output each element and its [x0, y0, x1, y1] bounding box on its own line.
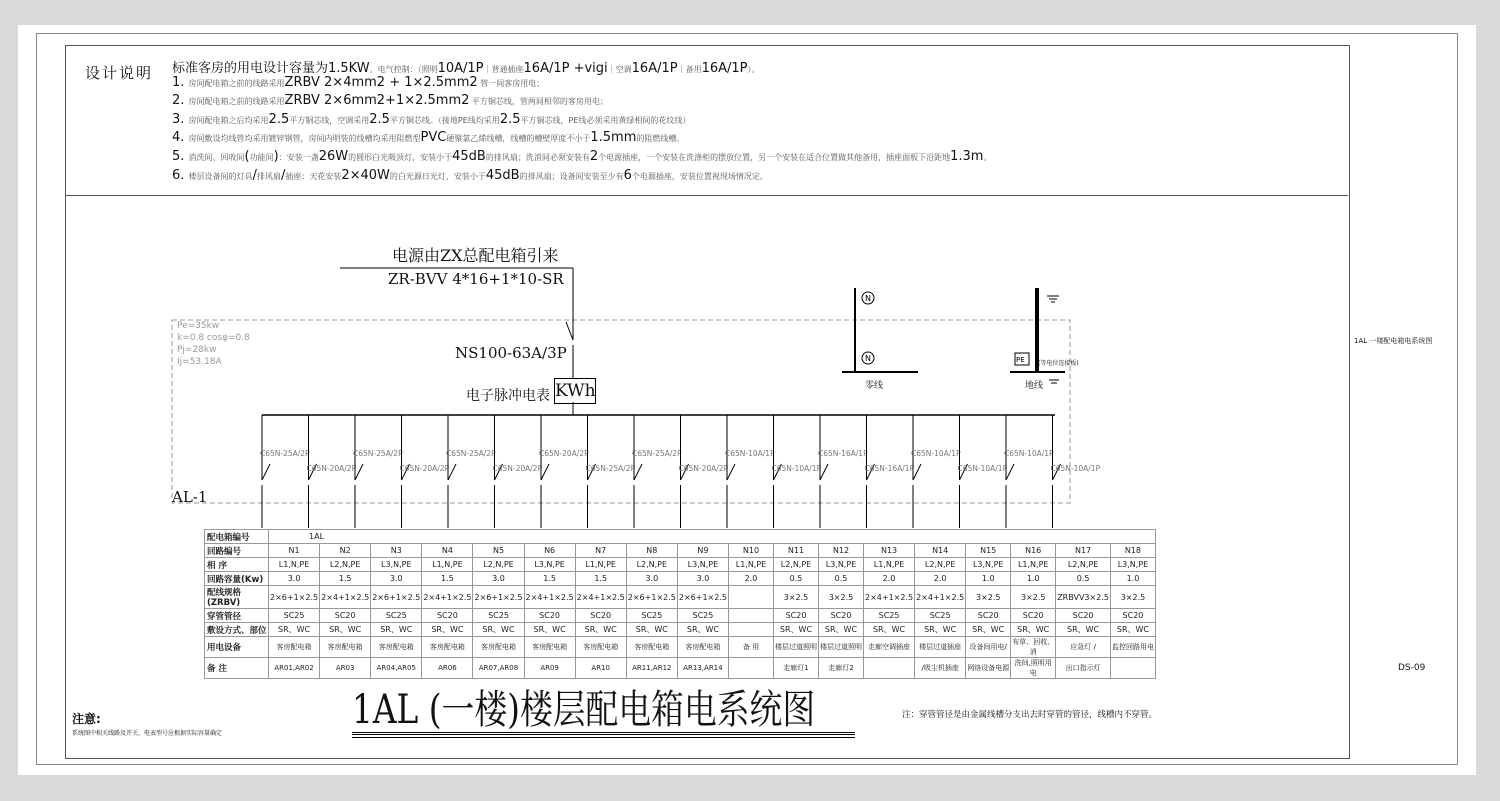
pipe-note: 注：穿管管径是由金属线槽分支出去时穿管的管径，线槽内不穿管。: [902, 710, 1158, 720]
schedule-cell: SR、WC: [626, 623, 677, 637]
note-text: ）。: [747, 65, 760, 74]
schedule-cell: 客房配电箱: [422, 637, 473, 658]
note-text: 的排风扇；洗消间必须安装有: [485, 153, 590, 162]
breaker-label: C65N-20A/2P: [306, 464, 357, 473]
schedule-cell: 2×4+1×2.5: [575, 586, 626, 609]
schedule-cell: SR、WC: [320, 623, 371, 637]
schedule-cell: AR07,AR08: [473, 658, 524, 679]
drawing-title: 1AL (一楼)楼层配电箱电系统图: [352, 687, 816, 733]
schedule-cell: SR、WC: [371, 623, 422, 637]
note-number: 1.: [172, 75, 189, 90]
schedule-cell: 1.0: [966, 572, 1011, 586]
meter-label: 电子脉冲电表: [466, 388, 550, 404]
schedule-cell: N13: [863, 544, 914, 558]
schedule-cell: SR、WC: [575, 623, 626, 637]
breaker-label: C65N-25A/2P: [353, 449, 403, 458]
schedule-cell: L3,N,PE: [371, 558, 422, 572]
note-text: ：安装一盏: [278, 153, 319, 162]
schedule-cell: [728, 586, 773, 609]
schedule-row-header: 配线规格(ZRBV): [205, 586, 269, 609]
note-text: PVC: [420, 130, 447, 145]
branch-breaker-contact: [541, 464, 549, 480]
schedule-cell: 0.5: [773, 572, 818, 586]
schedule-panel-id: 1AL: [269, 530, 1156, 544]
design-notes-heading: 设计说明: [85, 64, 154, 82]
note-text: ｜空调: [607, 65, 632, 74]
pe-symbol-letter: PE: [1016, 356, 1025, 364]
breaker-label: C65N-10A/1P: [911, 449, 961, 458]
title-underline: [352, 732, 855, 738]
note-text: 硬聚氯乙烯线槽，线槽的槽壁厚度不小于: [446, 134, 591, 143]
breaker-label: C65N-25A/2P: [632, 449, 682, 458]
note-text: /: [280, 168, 286, 183]
schedule-cell: 客房配电箱: [320, 637, 371, 658]
schedule-cell: 2.0: [728, 572, 773, 586]
schedule-cell: AR06: [422, 658, 473, 679]
note-text: 2.5: [268, 112, 290, 127]
schedule-cell: 备 用: [728, 637, 773, 658]
schedule-cell: AR04,AR05: [371, 658, 422, 679]
schedule-cell: 3×2.5: [773, 586, 818, 609]
main-breaker-contact: [566, 322, 573, 340]
schedule-cell: SC20: [1056, 609, 1111, 623]
schedule-cell: 走廊空调插座: [863, 637, 914, 658]
schedule-cell: L3,N,PE: [966, 558, 1011, 572]
schedule-cell: 2×6+1×2.5: [269, 586, 320, 609]
schedule-row-header: 配电箱编号: [205, 530, 269, 544]
schedule-cell: SR、WC: [966, 623, 1011, 637]
schedule-cell: 1.5: [575, 572, 626, 586]
note-text: 26W: [318, 149, 349, 164]
schedule-cell: N2: [320, 544, 371, 558]
schedule-cell: N10: [728, 544, 773, 558]
schedule-cell: 2×4+1×2.5: [915, 586, 966, 609]
schedule-cell: 3×2.5: [966, 586, 1011, 609]
note-text: 房间配电箱之前的线路采用: [188, 97, 285, 106]
breaker-label: C65N-25A/2P: [585, 464, 636, 473]
schedule-cell: [863, 658, 914, 679]
schedule-row-header: 相 序: [205, 558, 269, 572]
schedule-cell: 客房配电箱: [524, 637, 575, 658]
breaker-label: C65N-10A/1P: [1004, 449, 1054, 458]
schedule-cell: SR、WC: [773, 623, 818, 637]
note-number: 2.: [172, 93, 189, 108]
branch-breaker-contact: [1006, 464, 1014, 480]
schedule-cell: L1,N,PE: [422, 558, 473, 572]
breaker-label: C65N-16A/1P: [864, 464, 915, 473]
note-text: 1.5mm: [590, 130, 637, 145]
note-text: ｜备用: [677, 65, 702, 74]
schedule-row: [205, 637, 1156, 658]
schedule-row-header: 回路编号: [205, 544, 269, 558]
branch-breaker-contact: [820, 464, 828, 480]
breaker-label: C65N-10A/1P: [1050, 464, 1101, 473]
schedule-cell: 监控回路用电: [1110, 637, 1155, 658]
note-text: 。电气控制：（照明: [369, 65, 438, 74]
schedule-cell: N11: [773, 544, 818, 558]
schedule-cell: L3,N,PE: [524, 558, 575, 572]
schedule-cell: L3,N,PE: [677, 558, 728, 572]
circuit-schedule-table: [204, 529, 1156, 679]
schedule-row-header: 用电设备: [205, 637, 269, 658]
schedule-cell: 2×4+1×2.5: [320, 586, 371, 609]
schedule-cell: N1: [269, 544, 320, 558]
note-text: 2: [589, 149, 599, 164]
note-text: 45dB: [452, 149, 486, 164]
schedule-cell: N6: [524, 544, 575, 558]
note-number: 4.: [172, 130, 189, 145]
schedule-cell: 0.5: [1056, 572, 1111, 586]
schedule-row: [205, 658, 1156, 679]
note-text: 房间配电箱之前的线路采用: [188, 79, 285, 88]
schedule-cell: N14: [915, 544, 966, 558]
schedule-cell: SC20: [773, 609, 818, 623]
schedule-cell: N17: [1056, 544, 1111, 558]
schedule-cell: N8: [626, 544, 677, 558]
schedule-cell: SC20: [966, 609, 1011, 623]
schedule-cell: SR、WC: [863, 623, 914, 637]
schedule-cell: L2,N,PE: [320, 558, 371, 572]
schedule-row: [205, 530, 1156, 544]
attention-text: 系统图中相关线路及开关、电表型号应根据实际容量确定: [72, 730, 223, 737]
schedule-cell: 客房配电箱: [269, 637, 320, 658]
branch-breaker-contact: [634, 464, 642, 480]
note-text: ｜普通插座: [483, 65, 524, 74]
schedule-cell: 1.5: [524, 572, 575, 586]
schedule-cell: 2×4+1×2.5: [422, 586, 473, 609]
schedule-cell: SC20: [320, 609, 371, 623]
schedule-cell: L2,N,PE: [915, 558, 966, 572]
breaker-label: C65N-25A/2P: [260, 449, 310, 458]
schedule-cell: N12: [818, 544, 863, 558]
schedule-cell: [728, 623, 773, 637]
schedule-cell: 3×2.5: [1110, 586, 1155, 609]
panel-label: AL-1: [172, 488, 208, 506]
branch-breaker-contact: [262, 464, 270, 480]
schedule-cell: 2×4+1×2.5: [524, 586, 575, 609]
schedule-cell: N16: [1011, 544, 1056, 558]
breaker-label: C65N-10A/1P: [771, 464, 822, 473]
schedule-cell: 2×6+1×2.5: [371, 586, 422, 609]
schedule-cell: SC20: [422, 609, 473, 623]
note-text: 的排风扇；设备间安装至少有: [519, 172, 624, 181]
schedule-cell: SR、WC: [524, 623, 575, 637]
schedule-cell: N5: [473, 544, 524, 558]
schedule-row: [205, 623, 1156, 637]
schedule-cell: [1110, 658, 1155, 679]
neutral-symbol-letter: N: [865, 354, 871, 363]
note-text: 管一间客房用电；: [477, 79, 545, 88]
note-number: 6.: [172, 168, 189, 183]
breaker-label: C65N-25A/2P: [446, 449, 496, 458]
schedule-row: [205, 544, 1156, 558]
schedule-cell: AR11,AR12: [626, 658, 677, 679]
note-text: 平方铜芯线，管两间相邻的客房用电；: [469, 97, 608, 106]
panel-boundary: [172, 320, 1070, 503]
schedule-cell: L1,N,PE: [1011, 558, 1056, 572]
schedule-cell: SR、WC: [269, 623, 320, 637]
breaker-label: C65N-20A/2P: [399, 464, 450, 473]
load-calculation: Pe=35kw k=0.8 cosφ=0.8 Pj=28kw Ij=53.18A: [177, 321, 250, 367]
schedule-cell: SR、WC: [1110, 623, 1155, 637]
note-text: 10A/1P: [437, 61, 484, 76]
schedule-cell: SC20: [1110, 609, 1155, 623]
schedule-cell: 1.0: [1110, 572, 1155, 586]
schedule-cell: 2.0: [915, 572, 966, 586]
schedule-cell: 客房配电箱: [371, 637, 422, 658]
branch-breaker-contact: [355, 464, 363, 480]
earth-label: 地线: [1025, 381, 1044, 391]
note-text: 16A/1P: [701, 61, 748, 76]
schedule-cell: L1,N,PE: [863, 558, 914, 572]
schedule-cell: 1.5: [320, 572, 371, 586]
note-text: 1.3m: [950, 149, 984, 164]
note-text: 2.5: [369, 112, 390, 127]
note-text: 6: [623, 168, 632, 183]
note-text: 16A/1P: [631, 61, 678, 76]
main-breaker-label: NS100-63A/3P: [455, 344, 567, 362]
schedule-cell: 洗间,照明用电: [1011, 658, 1056, 679]
side-label: 1AL 一楼配电箱电系统图: [1354, 337, 1433, 345]
schedule-cell: N15: [966, 544, 1011, 558]
note-text: 16A/1P +vigi: [523, 61, 608, 76]
schedule-row-header: 穿管管径: [205, 609, 269, 623]
note-text: 功能间: [249, 153, 274, 162]
schedule-cell: 2×6+1×2.5: [677, 586, 728, 609]
schedule-row-header: 回路容量(Kw): [205, 572, 269, 586]
note-text: 标准客房的用电设计容量为1.5KW: [172, 61, 370, 76]
schedule-cell: 走廊灯1: [773, 658, 818, 679]
schedule-cell: L2,N,PE: [773, 558, 818, 572]
schedule-cell: AR13,AR14: [677, 658, 728, 679]
schedule-cell: 1.0: [1011, 572, 1056, 586]
schedule-row: [205, 558, 1156, 572]
schedule-cell: L3,N,PE: [1110, 558, 1155, 572]
note-text: /: [252, 168, 257, 183]
schedule-cell: 0.5: [818, 572, 863, 586]
note-number: 5.: [172, 149, 189, 164]
schedule-cell: L2,N,PE: [473, 558, 524, 572]
schedule-cell: 3×2.5: [818, 586, 863, 609]
schedule-cell: 客房配电箱: [626, 637, 677, 658]
branch-breaker-contact: [448, 464, 456, 480]
schedule-cell: L2,N,PE: [626, 558, 677, 572]
schedule-cell: 2×6+1×2.5: [626, 586, 677, 609]
note-text: 房间敷设均线管均采用镀锌钢管，房间内明装的线槽均采用阻燃型: [188, 134, 421, 143]
earth-note: (等电位连接板): [1038, 360, 1079, 367]
note-text: 平方铜芯线，空调采用: [289, 116, 370, 125]
note-text: 房间配电箱之后均采用: [188, 116, 269, 125]
note-text: 的白光源日光灯，安装小于: [389, 172, 486, 181]
schedule-cell: 3.0: [269, 572, 320, 586]
schedule-cell: SC20: [1011, 609, 1056, 623]
schedule-cell: 3.0: [473, 572, 524, 586]
schedule-row-header: 备 注: [205, 658, 269, 679]
schedule-cell: /吸尘机插座: [915, 658, 966, 679]
schedule-cell: ZRBVV3×2.5: [1056, 586, 1111, 609]
schedule-cell: SC20: [818, 609, 863, 623]
schedule-cell: 2×4+1×2.5: [863, 586, 914, 609]
schedule-cell: SR、WC: [473, 623, 524, 637]
schedule-cell: SR、WC: [818, 623, 863, 637]
note-text: 。: [983, 153, 992, 162]
schedule-cell: 3.0: [677, 572, 728, 586]
schedule-cell: L2,N,PE: [1056, 558, 1111, 572]
note-text: 个电源插座，安装位置视现场情况定。: [631, 172, 768, 181]
schedule-cell: 网络设备电源: [966, 658, 1011, 679]
schedule-cell: 客房配电箱: [473, 637, 524, 658]
schedule-cell: 客房配电箱: [677, 637, 728, 658]
schedule-cell: AR09: [524, 658, 575, 679]
schedule-cell: SR、WC: [915, 623, 966, 637]
schedule-row: [205, 572, 1156, 586]
schedule-cell: 3×2.5: [1011, 586, 1056, 609]
note-text: 插座：天花安装: [285, 172, 342, 181]
schedule-cell: SR、WC: [1011, 623, 1056, 637]
breaker-label: C65N-10A/1P: [957, 464, 1008, 473]
schedule-cell: 走廊灯2: [818, 658, 863, 679]
note-text: 2.5: [499, 112, 521, 127]
schedule-cell: 出口指示灯: [1056, 658, 1111, 679]
schedule-cell: 楼层过道照明: [818, 637, 863, 658]
schedule-cell: L1,N,PE: [269, 558, 320, 572]
schedule-cell: [728, 609, 773, 623]
schedule-cell: SR、WC: [677, 623, 728, 637]
schedule-cell: SC25: [677, 609, 728, 623]
schedule-cell: AR01,AR02: [269, 658, 320, 679]
note-text: 45dB: [485, 168, 520, 183]
schedule-cell: N7: [575, 544, 626, 558]
drawing-number: DS-09: [1398, 663, 1426, 673]
note-text: 消洗间、回收间: [188, 153, 245, 162]
schedule-cell: N3: [371, 544, 422, 558]
schedule-cell: 设备间用电/: [966, 637, 1011, 658]
breaker-label: C65N-20A/2P: [539, 449, 589, 458]
schedule-cell: SR、WC: [422, 623, 473, 637]
source-label: 电源由ZX总配电箱引来: [392, 246, 559, 265]
note-text: 的圆形白光吸顶灯，安装小于: [348, 153, 453, 162]
schedule-cell: SC25: [863, 609, 914, 623]
schedule-cell: 2.0: [863, 572, 914, 586]
note-number: 3.: [172, 112, 189, 127]
schedule-cell: 1.5: [422, 572, 473, 586]
schedule-cell: N4: [422, 544, 473, 558]
note-text: 的阻燃线槽。: [636, 134, 685, 143]
note-text: 2×40W: [341, 168, 390, 183]
schedule-cell: 3.0: [626, 572, 677, 586]
branch-breaker-contact: [913, 464, 921, 480]
schedule-cell: SC25: [473, 609, 524, 623]
schedule-cell: 布草、回收、消: [1012, 638, 1055, 656]
note-text: 个电源插座，一个安装在洗涤柜的摆放位置，另一个安装在适合位置做其他备用，插座面板下沿距地: [598, 153, 951, 162]
schedule-cell: 楼层过道照明: [773, 637, 818, 658]
schedule-cell: 3.0: [371, 572, 422, 586]
note-text: ZRBV 2×4mm2 + 1×2.5mm2: [284, 75, 478, 90]
attention-heading: 注意:: [72, 712, 101, 726]
schedule-cell: SC20: [575, 609, 626, 623]
note-text: ): [273, 149, 279, 164]
schedule-cell: AR10: [575, 658, 626, 679]
schedule-row: [205, 609, 1156, 623]
schedule-cell: SC25: [626, 609, 677, 623]
breaker-label: C65N-16A/1P: [818, 449, 868, 458]
note-text: ZRBV 2×6mm2+1×2.5mm2: [284, 93, 470, 108]
neutral-label: 零线: [865, 381, 884, 391]
schedule-cell: SC25: [371, 609, 422, 623]
schedule-row-header: 敷设方式、部位: [205, 623, 269, 637]
note-text: 排风扇: [256, 172, 281, 181]
schedule-cell: [728, 658, 773, 679]
schedule-row: [205, 586, 1156, 609]
breaker-label: C65N-20A/2P: [492, 464, 543, 473]
schedule-cell: AR03: [320, 658, 371, 679]
schedule-cell: L3,N,PE: [818, 558, 863, 572]
schedule-cell: SC20: [524, 609, 575, 623]
breaker-label: C65N-20A/2P: [678, 464, 729, 473]
schedule-cell: 2×6+1×2.5: [473, 586, 524, 609]
schedule-cell: SC25: [269, 609, 320, 623]
note-text: 平方铜芯线，PE线必须采用黄绿相间的花纹线）: [520, 116, 691, 125]
schedule-cell: SR、WC: [1056, 623, 1111, 637]
branch-breaker-contact: [727, 464, 735, 480]
schedule-cell: 应急灯 /: [1056, 637, 1111, 658]
note-text: 楼层设备间的灯具: [188, 172, 253, 181]
schedule-cell: L1,N,PE: [728, 558, 773, 572]
schedule-cell: N18: [1110, 544, 1155, 558]
cable-label: ZR-BVV 4*16+1*10-SR: [388, 270, 564, 288]
kwh-meter: KWh: [554, 378, 596, 404]
schedule-cell: 客房配电箱: [575, 637, 626, 658]
schedule-cell: SC25: [915, 609, 966, 623]
neutral-symbol-letter: N: [865, 294, 871, 303]
schedule-cell: N9: [677, 544, 728, 558]
note-text: (: [244, 149, 250, 164]
schedule-cell: 楼层过道插座: [915, 637, 966, 658]
breaker-label: C65N-10A/1P: [725, 449, 775, 458]
schedule-cell: L1,N,PE: [575, 558, 626, 572]
note-text: 平方铜芯线。（接地PE线均采用: [389, 116, 500, 125]
